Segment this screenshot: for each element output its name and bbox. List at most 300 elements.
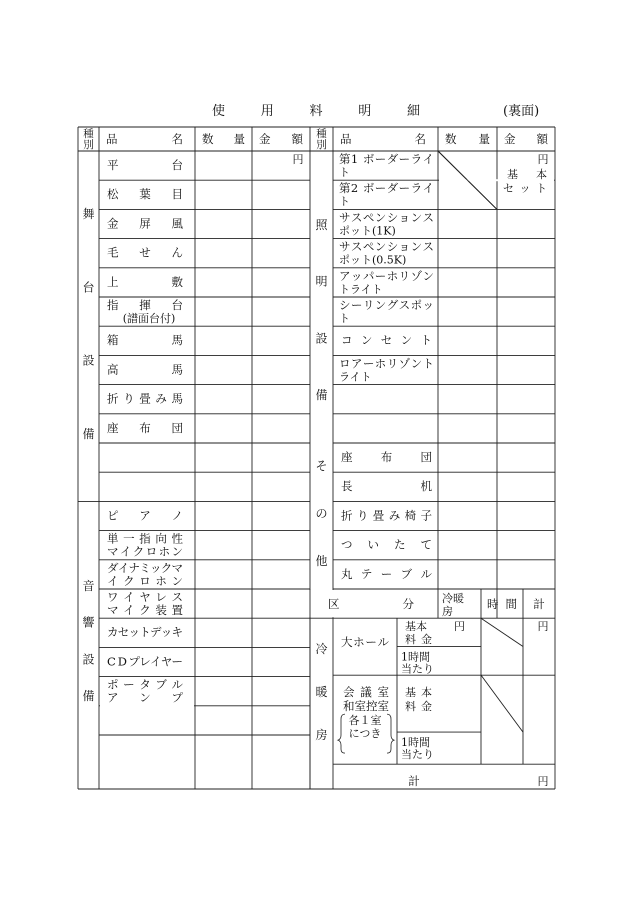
svg-text:台: 台 — [82, 280, 95, 295]
svg-text:タ: タ — [139, 677, 151, 692]
svg-text:ー: ー — [374, 268, 387, 283]
ac-hourly-label: 1時間 — [401, 650, 430, 664]
svg-text:ル: ル — [171, 677, 183, 692]
item-name — [107, 678, 184, 692]
ac-hourly-label: 1時間 — [401, 736, 430, 750]
svg-text:名: 名 — [414, 132, 426, 146]
qty-header — [445, 132, 490, 146]
item-name — [339, 152, 434, 166]
svg-text:ダ: ダ — [386, 152, 399, 166]
svg-text:上: 上 — [107, 274, 119, 289]
svg-text:セ: セ — [503, 182, 514, 195]
svg-text:料: 料 — [405, 633, 416, 647]
svg-text:ト: ト — [422, 356, 434, 371]
svg-text:ワ: ワ — [107, 590, 119, 604]
svg-text:金: 金 — [107, 216, 119, 231]
svg-text:ー: ー — [362, 356, 375, 371]
svg-text:本: 本 — [536, 168, 547, 181]
svg-text:ン: ン — [422, 268, 434, 283]
ac-room-hall — [341, 635, 390, 649]
svg-text:基: 基 — [507, 168, 518, 181]
svg-text:い: い — [367, 537, 379, 552]
basic-set-label — [503, 182, 547, 195]
svg-text:音: 音 — [82, 579, 95, 593]
ac-room-conf — [343, 685, 389, 699]
item-name — [107, 508, 183, 522]
item-name — [341, 508, 433, 522]
svg-text:ル: ル — [420, 566, 432, 581]
svg-text:名: 名 — [171, 132, 183, 146]
svg-text:装: 装 — [155, 603, 167, 617]
item-name: ポット(1K) — [339, 224, 396, 238]
item-name — [107, 246, 183, 260]
svg-text:ン: ン — [139, 690, 151, 705]
basic-set-label — [507, 167, 547, 181]
svg-text:ナ: ナ — [128, 560, 140, 575]
svg-text:キ: キ — [171, 625, 183, 640]
amount-header — [504, 132, 549, 146]
svg-text:み: み — [155, 391, 167, 406]
svg-text:備: 備 — [315, 388, 328, 402]
item-name — [107, 625, 183, 639]
svg-text:ク: ク — [132, 544, 145, 559]
svg-text:ア: ア — [339, 268, 351, 283]
page-title-char: 使 — [212, 104, 226, 119]
group-label-ac — [315, 641, 327, 742]
svg-text:ヤ: ヤ — [160, 654, 173, 669]
svg-text:プ: プ — [128, 654, 140, 669]
item-name — [107, 654, 183, 668]
item-name — [107, 187, 183, 201]
svg-text:金: 金 — [504, 132, 516, 146]
page-title-char: 明 — [358, 104, 372, 119]
qty-header — [202, 132, 245, 146]
svg-text:ン: ン — [410, 210, 423, 225]
svg-text:ト: ト — [139, 625, 151, 640]
currency-mark: 円 — [537, 153, 549, 166]
svg-text:風: 風 — [171, 216, 183, 231]
svg-text:デ: デ — [150, 625, 162, 640]
svg-text:ん: ん — [171, 245, 183, 260]
svg-text:ラ: ラ — [410, 152, 423, 166]
svg-text:パ: パ — [362, 268, 375, 283]
item-name — [107, 561, 183, 575]
svg-text:ブ: ブ — [155, 677, 167, 692]
kind-header: 種 — [83, 128, 94, 140]
svg-text:間: 間 — [505, 597, 517, 611]
svg-text:ッ: ッ — [150, 560, 162, 575]
kind-header: 別 — [83, 139, 94, 151]
ac-header: 房 — [442, 605, 453, 618]
svg-text:ポ: ポ — [410, 298, 423, 312]
item-name — [107, 574, 183, 588]
svg-text:イ: イ — [422, 152, 434, 166]
svg-text:リ: リ — [362, 298, 375, 312]
svg-text:ス: ス — [350, 210, 363, 225]
svg-text:量: 量 — [233, 132, 245, 146]
svg-text:ン: ン — [374, 298, 387, 312]
svg-text:セ: セ — [117, 625, 130, 640]
svg-text:ン: ン — [374, 239, 387, 254]
item-name: ト — [339, 166, 350, 179]
svg-text:ン: ン — [171, 573, 183, 588]
svg-text:机: 机 — [420, 479, 432, 494]
svg-text:プ: プ — [171, 690, 183, 705]
svg-text:目: 目 — [171, 187, 183, 202]
page-title-char: 細 — [406, 104, 420, 119]
svg-text:馬: 馬 — [171, 391, 183, 406]
svg-text:ペ: ペ — [362, 210, 375, 225]
svg-text:ホ: ホ — [158, 544, 171, 559]
svg-text:ク: ク — [139, 603, 151, 617]
item-name — [341, 538, 432, 552]
svg-text:ッ: ッ — [128, 625, 140, 640]
svg-text:座: 座 — [107, 420, 119, 435]
svg-text:ス: ス — [171, 590, 183, 604]
svg-text:ョ: ョ — [398, 239, 411, 254]
svg-text:第: 第 — [339, 152, 351, 166]
svg-text:団: 団 — [420, 450, 432, 464]
svg-text:ボ: ボ — [362, 152, 375, 166]
svg-text:第: 第 — [339, 181, 351, 196]
svg-text:ン: ン — [360, 333, 373, 348]
svg-text:り: り — [123, 391, 135, 406]
grand-total-label: 計 — [408, 774, 420, 788]
item-name: ポット(0.5K) — [339, 253, 407, 267]
svg-text:カ: カ — [107, 625, 119, 640]
svg-text:マ: マ — [171, 560, 183, 575]
svg-text:ク: ク — [160, 560, 173, 575]
currency-mark: 円 — [537, 620, 549, 634]
svg-text:イ: イ — [150, 654, 162, 669]
svg-text:イ: イ — [123, 603, 135, 617]
svg-text:額: 額 — [536, 132, 548, 146]
svg-text:サ: サ — [339, 239, 351, 254]
svg-text:の: の — [315, 506, 328, 521]
svg-text:箱: 箱 — [107, 333, 119, 348]
svg-text:イ: イ — [107, 573, 119, 588]
svg-text:高: 高 — [107, 362, 119, 377]
svg-text:布: 布 — [139, 420, 151, 435]
svg-text:て: て — [420, 537, 432, 552]
svg-text:ノ: ノ — [171, 508, 183, 523]
item-name — [339, 298, 434, 312]
svg-text:大: 大 — [341, 635, 353, 650]
svg-text:シ: シ — [386, 210, 399, 225]
svg-text:他: 他 — [315, 554, 328, 568]
svg-text:マ: マ — [107, 544, 119, 559]
svg-text:ダ: ダ — [386, 181, 399, 196]
svg-text:ホ: ホ — [386, 268, 399, 283]
ac-header: 冷暖 — [442, 592, 464, 605]
svg-text:ン: ン — [400, 333, 413, 348]
item-header — [106, 132, 183, 146]
svg-text:馬: 馬 — [171, 333, 183, 348]
svg-text:区: 区 — [328, 597, 340, 611]
svg-text:ス: ス — [422, 210, 434, 225]
svg-text:指: 指 — [107, 298, 119, 312]
svg-text:リ: リ — [386, 356, 399, 371]
svg-text:会: 会 — [343, 685, 355, 700]
svg-text:C: C — [107, 654, 116, 669]
ac-category-header — [328, 597, 415, 611]
item-name — [107, 158, 184, 172]
svg-text:房: 房 — [315, 728, 328, 743]
svg-text:シ: シ — [386, 239, 399, 254]
svg-text:室: 室 — [377, 699, 389, 714]
svg-text:設: 設 — [82, 652, 95, 667]
svg-text:セ: セ — [380, 333, 393, 348]
svg-text:1: 1 — [350, 152, 359, 166]
svg-text:ー: ー — [380, 566, 393, 581]
svg-text:ン: ン — [171, 544, 183, 559]
svg-text:コ: コ — [341, 333, 353, 348]
svg-text:分: 分 — [402, 597, 414, 611]
svg-text:控: 控 — [366, 699, 378, 714]
svg-text:設: 設 — [82, 353, 95, 368]
svg-text:時: 時 — [487, 597, 499, 611]
svg-text:ボ: ボ — [362, 181, 375, 196]
ac-hourly-label: 当たり — [401, 662, 434, 676]
svg-text:サ: サ — [339, 210, 351, 225]
svg-text:響: 響 — [82, 615, 95, 630]
svg-text:ー: ー — [350, 298, 363, 312]
svg-text:シ: シ — [339, 298, 351, 312]
svg-text:ー: ー — [374, 152, 387, 166]
svg-text:た: た — [394, 537, 406, 552]
svg-text:品: 品 — [340, 132, 352, 146]
svg-text:ゾ: ゾ — [398, 356, 411, 371]
svg-text:ホ: ホ — [353, 635, 365, 650]
item-name — [339, 269, 434, 283]
note-bracket-left — [338, 714, 345, 753]
item-name — [339, 356, 434, 370]
ac-room-conf — [343, 699, 389, 713]
svg-text:ッ: ッ — [519, 182, 531, 195]
svg-text:ス: ス — [350, 239, 363, 254]
svg-text:マ: マ — [107, 603, 119, 617]
svg-text:ミ: ミ — [139, 560, 151, 575]
note-bracket-right — [387, 714, 394, 753]
svg-text:長: 長 — [341, 479, 353, 494]
svg-text:リ: リ — [398, 268, 411, 283]
svg-text:明: 明 — [315, 274, 328, 289]
svg-text:一: 一 — [123, 531, 135, 546]
svg-text:子: 子 — [420, 508, 432, 523]
svg-text:ー: ー — [398, 181, 411, 196]
svg-text:馬: 馬 — [171, 362, 183, 377]
svg-text:布: 布 — [380, 450, 393, 464]
svg-text:イ: イ — [422, 181, 434, 196]
svg-text:そ: そ — [315, 459, 328, 473]
svg-text:ア: ア — [350, 356, 363, 371]
svg-text:ロ: ロ — [139, 573, 151, 588]
svg-text:台: 台 — [171, 298, 183, 312]
svg-text:イ: イ — [123, 590, 135, 604]
svg-text:椅: 椅 — [404, 508, 417, 523]
svg-text:ペ: ペ — [362, 239, 375, 254]
svg-text:金: 金 — [421, 700, 432, 714]
page-title-char: 料 — [309, 104, 323, 119]
svg-text:ト: ト — [420, 333, 432, 348]
item-name — [339, 210, 434, 224]
svg-text:毛: 毛 — [107, 245, 119, 260]
item-name: ト — [339, 195, 350, 209]
svg-text:ン: ン — [374, 210, 387, 225]
svg-text:暖: 暖 — [315, 685, 328, 700]
svg-text:敷: 敷 — [171, 274, 183, 289]
svg-text:団: 団 — [171, 420, 183, 435]
svg-text:和: 和 — [343, 699, 355, 714]
item-name — [107, 421, 183, 435]
item-header — [340, 132, 426, 146]
group-label-other — [315, 459, 327, 568]
ac-basic-label — [405, 685, 432, 699]
page-title-char: 用 — [260, 104, 274, 119]
item-name: ライト — [339, 370, 372, 384]
item-name — [107, 545, 183, 559]
item-name — [339, 181, 434, 195]
svg-text:イ: イ — [117, 560, 130, 575]
svg-text:ン: ン — [410, 239, 423, 254]
svg-text:金: 金 — [259, 132, 271, 146]
ac-total-header: 計 — [533, 597, 545, 611]
svg-text:折: 折 — [341, 508, 353, 523]
item-name — [341, 450, 432, 464]
ac-hourly-label: 当たり — [401, 748, 434, 762]
svg-text:冷: 冷 — [315, 642, 328, 657]
svg-text:ロ: ロ — [145, 544, 158, 559]
diagonal-slash — [481, 618, 523, 646]
svg-text:ア: ア — [107, 690, 119, 705]
item-name — [341, 479, 433, 493]
svg-text:ー: ー — [398, 152, 411, 166]
svg-text:松: 松 — [107, 187, 119, 202]
svg-text:照: 照 — [315, 218, 328, 232]
svg-text:本: 本 — [421, 686, 432, 700]
item-name — [107, 532, 184, 546]
svg-text:品: 品 — [106, 132, 118, 146]
svg-text:ク: ク — [123, 573, 135, 588]
svg-text:イ: イ — [119, 544, 132, 559]
svg-text:ッ: ッ — [422, 298, 434, 312]
ac-room-note: 各１室 — [348, 714, 382, 728]
svg-text:備: 備 — [82, 427, 95, 441]
svg-text:基: 基 — [405, 686, 416, 700]
svg-text:ー: ー — [123, 677, 135, 692]
svg-text:つ: つ — [341, 537, 353, 552]
ac-room-note: につき — [348, 727, 382, 741]
item-name: (譜面台付) — [122, 312, 176, 325]
currency-mark: 円 — [537, 775, 549, 788]
item-name — [107, 275, 184, 289]
group-label-stage — [82, 206, 94, 441]
svg-text:議: 議 — [360, 685, 372, 700]
svg-text:数: 数 — [202, 132, 214, 146]
ac-basic-label: 基本 — [405, 620, 427, 634]
item-name — [107, 362, 183, 376]
svg-text:平: 平 — [107, 158, 119, 172]
group-label-sound — [82, 578, 94, 703]
item-name — [341, 333, 432, 347]
svg-text:ス: ス — [422, 239, 434, 254]
svg-text:ー: ー — [365, 635, 377, 650]
item-name — [107, 216, 184, 230]
svg-text:グ: グ — [386, 298, 399, 312]
svg-text:テ: テ — [360, 566, 373, 581]
svg-text:畳: 畳 — [139, 391, 151, 406]
svg-text:み: み — [388, 508, 401, 523]
svg-text:備: 備 — [82, 689, 95, 703]
svg-text:向: 向 — [155, 531, 167, 546]
svg-text:D: D — [117, 654, 127, 669]
item-name — [107, 298, 184, 312]
svg-text:ピ: ピ — [107, 508, 119, 523]
svg-text:ラ: ラ — [410, 181, 423, 196]
group-label-lighting — [315, 218, 328, 402]
svg-text:料: 料 — [405, 700, 416, 714]
amount-header — [259, 132, 304, 146]
svg-text:ロ: ロ — [339, 356, 351, 371]
item-name — [107, 392, 183, 406]
svg-text:性: 性 — [171, 531, 183, 546]
item-name — [341, 567, 433, 581]
svg-text:ー: ー — [171, 654, 183, 669]
svg-text:ブ: ブ — [400, 566, 413, 581]
ac-basic-label — [405, 699, 432, 713]
svg-text:ポ: ポ — [107, 677, 119, 692]
svg-text:量: 量 — [478, 132, 490, 146]
svg-text:指: 指 — [139, 531, 151, 546]
item-name — [339, 240, 434, 254]
svg-text:ホ: ホ — [374, 356, 387, 371]
svg-text:数: 数 — [445, 132, 457, 146]
ac-time-header — [487, 597, 517, 611]
svg-text:屏: 屏 — [139, 216, 151, 231]
svg-text:2: 2 — [350, 181, 359, 196]
svg-text:ス: ス — [398, 298, 411, 312]
svg-text:ゾ: ゾ — [410, 268, 423, 283]
kind-header: 別 — [316, 139, 327, 151]
svg-text:舞: 舞 — [82, 207, 95, 221]
svg-text:折: 折 — [107, 391, 119, 406]
svg-text:丸: 丸 — [341, 566, 353, 581]
kind-header: 種 — [316, 128, 327, 140]
svg-text:設: 設 — [315, 331, 328, 346]
svg-text:り: り — [356, 508, 369, 523]
svg-text:ッ: ッ — [160, 625, 173, 640]
svg-text:ョ: ョ — [398, 210, 411, 225]
svg-text:ダ: ダ — [107, 560, 119, 575]
svg-text:座: 座 — [341, 450, 353, 464]
svg-text:レ: レ — [155, 590, 167, 604]
currency-mark: 円 — [292, 153, 304, 166]
svg-text:揮: 揮 — [139, 298, 151, 312]
item-name — [107, 603, 184, 617]
svg-text:ト: ト — [536, 182, 547, 195]
item-name: ト — [339, 312, 350, 325]
ac-basic-label — [405, 632, 432, 646]
svg-text:せ: せ — [139, 245, 151, 260]
svg-text:ッ: ッ — [350, 268, 363, 283]
svg-text:ア: ア — [139, 508, 151, 523]
svg-text:ル: ル — [377, 635, 389, 650]
currency-mark: 円 — [454, 620, 465, 634]
svg-text:畳: 畳 — [372, 508, 385, 523]
item-name — [107, 590, 183, 604]
svg-text:単: 単 — [107, 531, 119, 546]
item-name — [107, 691, 184, 705]
